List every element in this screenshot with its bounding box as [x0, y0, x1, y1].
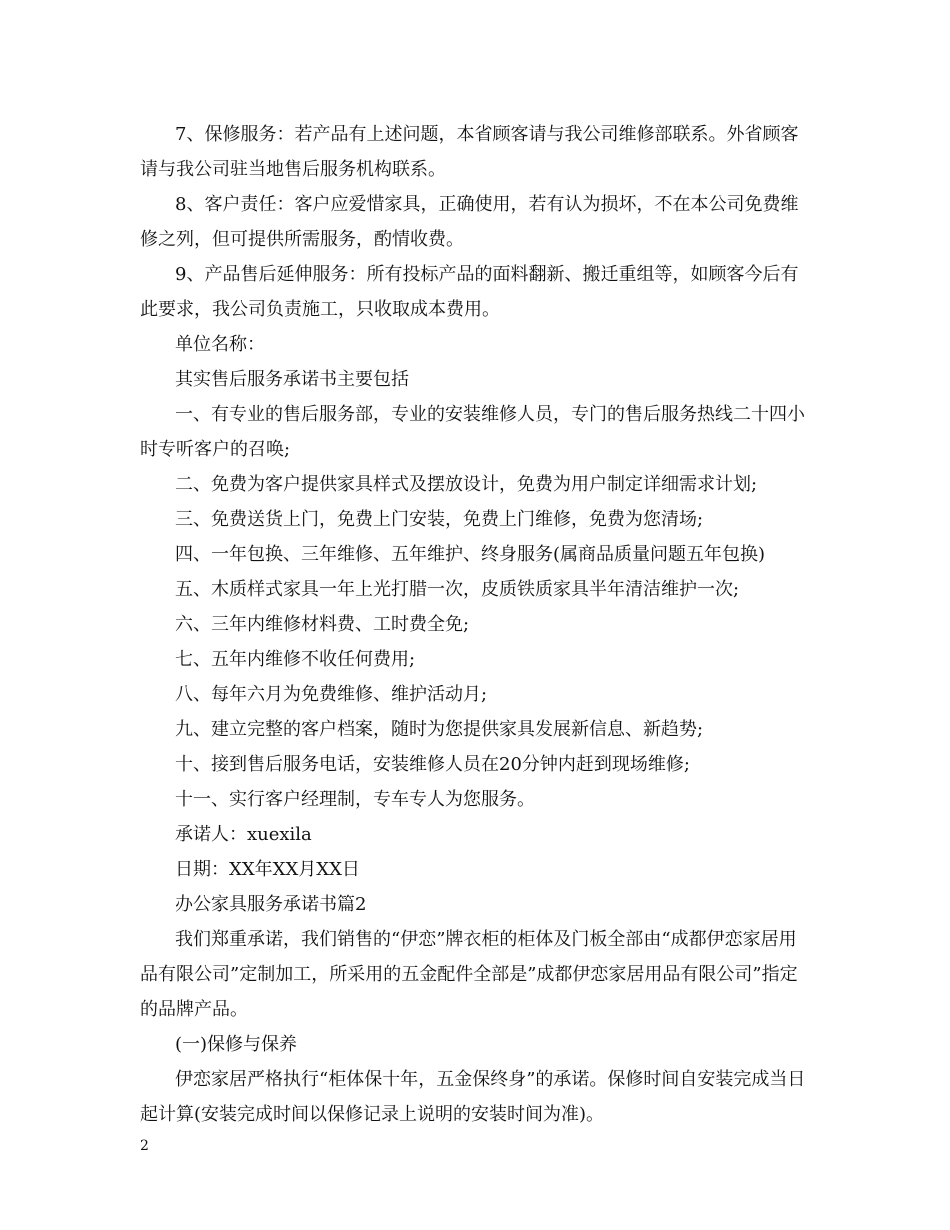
paragraph: 单位名称：: [175, 334, 265, 355]
section-heading: 办公家具服务承诺书篇2: [175, 894, 367, 915]
paragraph: 十一、实行客户经理制，专车专人为您服务。: [175, 789, 535, 810]
paragraph: 日期：XX年XX月XX日: [175, 859, 360, 880]
paragraph: 三、免费送货上门，免费上门安装，免费上门维修，免费为您清场;: [175, 509, 704, 530]
paragraph: 六、三年内维修材料费、工时费全免;: [175, 614, 470, 635]
document-body: [140, 117, 812, 1132]
paragraph: 五、木质样式家具一年上光打腊一次，皮质铁质家具半年清洁维护一次;: [175, 579, 740, 600]
paragraph: 伊恋家居严格执行“柜体保十年，五金保终身”的承诺。保修时间自安装完成当日起计算(安装完成时间以保修记录上说明的安装时间为准)。: [140, 1069, 806, 1125]
paragraph: 7、保修服务：若产品有上述问题，本省顾客请与我公司维修部联系。外省顾客请与我公司驻当地售后服务机构联系。: [140, 124, 799, 180]
paragraph: 七、五年内维修不收任何费用;: [175, 649, 416, 670]
paragraph: 九、建立完整的客户档案，随时为您提供家具发展新信息、新趋势;: [175, 719, 704, 740]
paragraph: 一、有专业的售后服务部，专业的安装维修人员，专门的售后服务热线二十四小时专听客户的召唤;: [140, 404, 805, 460]
paragraph: 我们郑重承诺，我们销售的“伊恋”牌衣柜的柜体及门板全部由“成都伊恋家居用品有限公司”定制加工，所采用的五金配件全部是”成都伊恋家居用品有限公司”指定的品牌产品。: [140, 929, 798, 1020]
paragraph: 四、一年包换、三年维修、五年维护、终身服务(属商品质量问题五年包换): [175, 544, 766, 565]
subsection-heading: (一)保修与保养: [175, 1034, 298, 1055]
paragraph: 八、每年六月为免费维修、维护活动月;: [175, 684, 488, 705]
paragraph: 8、客户责任：客户应爱惜家具，正确使用，若有认为损坏，不在本公司免费维修之列，但可提供所需服务，酌情收费。: [140, 194, 799, 250]
paragraph: 十、接到售后服务电话，安装维修人员在20分钟内赶到现场维修;: [175, 754, 690, 775]
paragraph: 承诺人：xuexila: [175, 824, 312, 845]
paragraph: 二、免费为客户提供家具样式及摆放设计，免费为用户制定详细需求计划;: [175, 474, 758, 495]
page-number: 2: [140, 1138, 149, 1154]
paragraph: 9、产品售后延伸服务：所有投标产品的面料翻新、搬迁重组等，如顾客今后有此要求，我公司负责施工，只收取成本费用。: [140, 264, 799, 320]
paragraph: 其实售后服务承诺书主要包括: [175, 369, 409, 390]
